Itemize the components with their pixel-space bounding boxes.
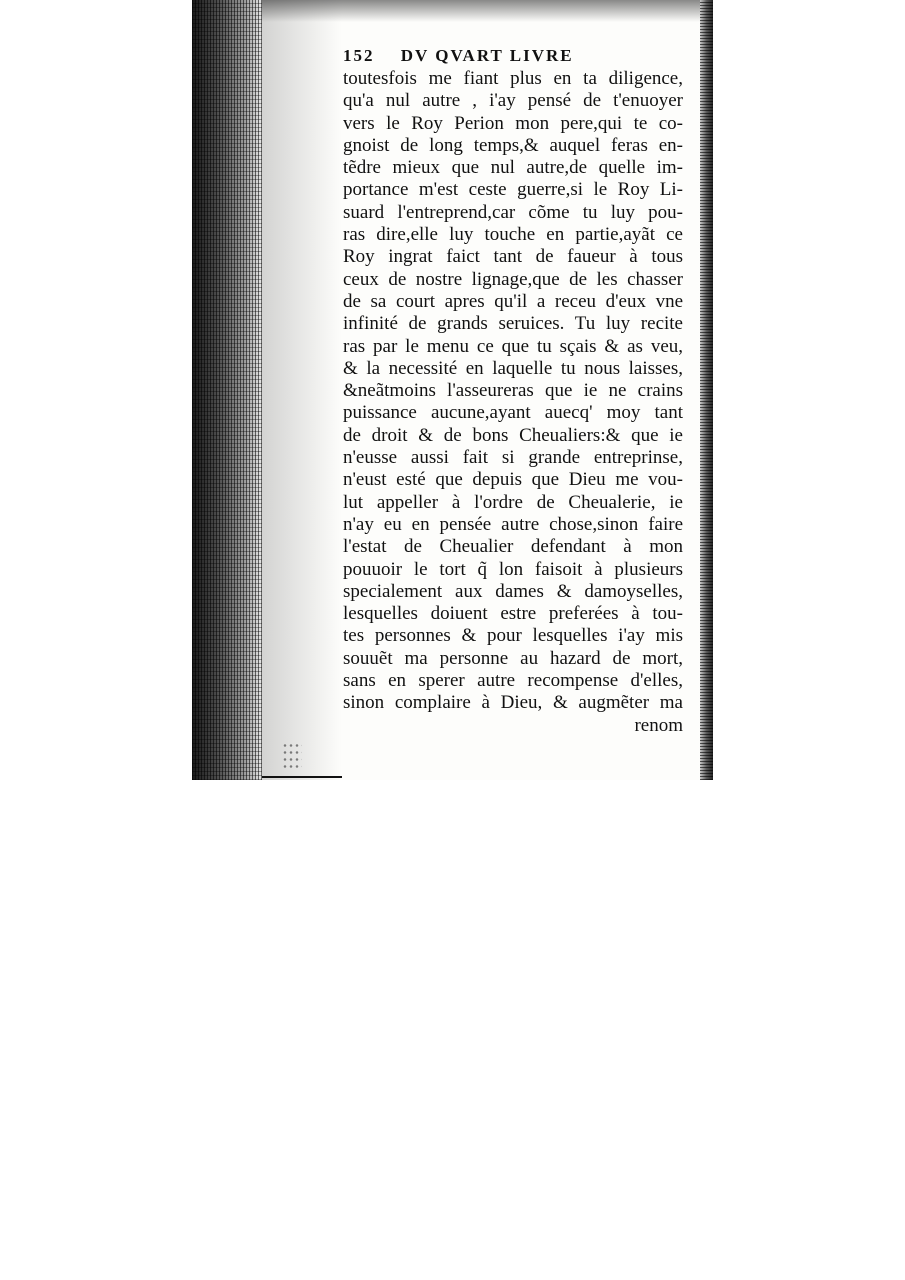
text-line: n'ay eu en pensée autre chose,sinon faire (343, 513, 683, 535)
text-line: lesquelles doiuent estre preferées à tou- (343, 603, 683, 625)
text-line: suard l'entreprend,car cõme tu luy pou- (343, 201, 683, 223)
text-line: ras dire,elle luy touche en partie,ayãt ce (343, 224, 683, 246)
gutter-fade (262, 0, 342, 780)
text-line: sinon complaire à Dieu, & augmẽter ma (343, 692, 683, 714)
page-number: 152 (343, 46, 375, 65)
text-line: qu'a nul autre , i'ay pensé de t'enuoyer (343, 90, 683, 112)
text-line: tes personnes & pour lesquelles i'ay mis (343, 625, 683, 647)
scan-noise (282, 742, 302, 772)
text-line: n'eust esté que depuis que Dieu me vou- (343, 469, 683, 491)
text-line: Roy ingrat faict tant de faueur à tous (343, 246, 683, 268)
text-line: pouuoir le tort q̃ lon faisoit à plusieurs (343, 558, 683, 580)
text-line: tẽdre mieux que nul autre,de quelle im- (343, 157, 683, 179)
text-line: portance m'est ceste guerre,si le Roy Li- (343, 179, 683, 201)
text-line: de sa court apres qu'il a receu d'eux vne (343, 290, 683, 312)
body-text (343, 68, 683, 737)
top-edge-shadow (262, 0, 702, 22)
text-line: gnoist de long temps,& auquel feras en- (343, 134, 683, 156)
text-line: sans en sperer autre recompense d'elles, (343, 670, 683, 692)
text-line: lut appeller à l'ordre de Cheualerie, ie (343, 491, 683, 513)
running-head (343, 46, 643, 68)
page-edge-right (700, 0, 713, 780)
text-line: ras par le menu ce que tu sçais & as veu, (343, 335, 683, 357)
running-title: DV QVART LIVRE (400, 46, 574, 65)
text-line: n'eusse aussi fait si grande entreprinse, (343, 447, 683, 469)
text-line: puissance aucune,ayant auecq' moy tant (343, 402, 683, 424)
text-line: & la necessité en laquelle tu nous laisses, (343, 357, 683, 379)
text-line: souuẽt ma personne au hazard de mort, (343, 647, 683, 669)
text-line: toutesfois me fiant plus en ta diligence, (343, 68, 683, 89)
text-line: de droit & de bons Cheualiers:& que ie (343, 424, 683, 446)
text-line: &neãtmoins l'asseureras que ie ne crains (343, 380, 683, 402)
book-gutter-shadow (192, 0, 262, 780)
text-line: infinité de grands seruices. Tu luy recite (343, 313, 683, 335)
text-line: specialement aux dames & damoyselles, (343, 580, 683, 602)
bottom-rule (262, 776, 342, 778)
catchword: renom (634, 714, 683, 736)
text-line: l'estat de Cheualier defendant à mon (343, 536, 683, 558)
text-line: vers le Roy Perion mon pere,qui te co- (343, 112, 683, 134)
text-line: ceux de nostre lignage,que de les chasser (343, 268, 683, 290)
